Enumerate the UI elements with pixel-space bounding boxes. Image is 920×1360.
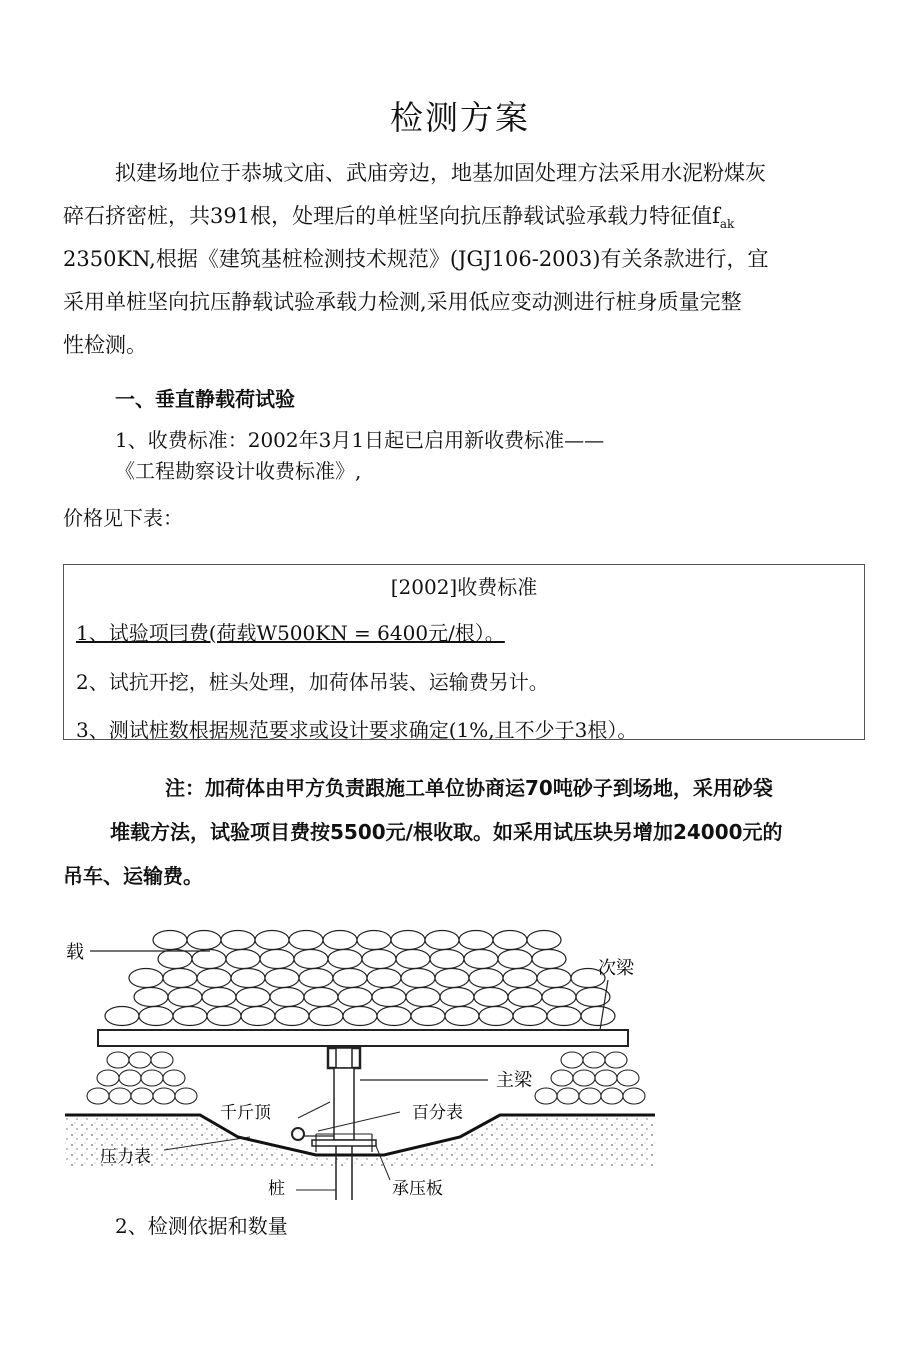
- side-sandbag: [129, 1052, 151, 1068]
- sandbag: [357, 931, 391, 950]
- sandbag: [425, 931, 459, 950]
- fee-line-2: 《工程勘察设计收费标准》,: [115, 459, 362, 483]
- sandbag: [323, 931, 357, 950]
- sandbag: [129, 969, 163, 988]
- sandbag: [445, 1007, 479, 1026]
- label-dial-gauge: 百分表: [412, 1103, 463, 1123]
- sandbag: [187, 931, 221, 950]
- sandbag: [328, 950, 362, 969]
- sandbag: [537, 969, 571, 988]
- sandbag: [581, 1007, 615, 1026]
- sandbag: [168, 988, 202, 1007]
- side-sandbag: [141, 1070, 163, 1086]
- sandbag: [440, 988, 474, 1007]
- sandbag: [173, 1007, 207, 1026]
- sandbag: [202, 988, 236, 1007]
- sandbag: [503, 969, 537, 988]
- sandbag: [153, 931, 187, 950]
- sandbag: [163, 969, 197, 988]
- sandbag: [299, 969, 333, 988]
- sandbag: [226, 950, 260, 969]
- fee-table: [63, 564, 865, 740]
- note-line-3: 吊车、运输费。: [63, 864, 203, 888]
- fee-table-title: [2002]收费标准: [390, 575, 538, 599]
- sandbag: [508, 988, 542, 1007]
- sandbag: [406, 988, 440, 1007]
- side-sandbags: [87, 1052, 645, 1104]
- section-2-heading: 2、检测依据和数量: [115, 1214, 288, 1238]
- fee-item-3: 3、测试桩数根据规范要求或设计要求确定(1%,且不少于3根）。: [76, 718, 638, 742]
- fak-subscript: ak: [719, 217, 735, 232]
- side-sandbag: [617, 1070, 639, 1086]
- sandbag: [474, 988, 508, 1007]
- page-title: 检测方案: [390, 98, 530, 137]
- label-pressure-gauge: 压力表: [100, 1147, 151, 1167]
- sandbag: [479, 1007, 513, 1026]
- sandbag: [372, 988, 406, 1007]
- sandbag: [105, 1007, 139, 1026]
- bearing-plate: [312, 1140, 376, 1146]
- sandbag: [493, 931, 527, 950]
- sandbag: [333, 969, 367, 988]
- side-sandbag: [551, 1070, 573, 1086]
- side-sandbag: [557, 1088, 579, 1104]
- side-sandbag: [109, 1088, 131, 1104]
- intro-line-2: [63, 206, 734, 230]
- side-sandbag: [573, 1070, 595, 1086]
- sandbag: [469, 969, 503, 988]
- sandbag-stack: [105, 931, 615, 1026]
- sandbag: [207, 1007, 241, 1026]
- side-sandbag: [175, 1088, 197, 1104]
- label-bearing-plate: 承压板: [392, 1179, 443, 1199]
- side-sandbag: [87, 1088, 109, 1104]
- side-sandbag: [163, 1070, 185, 1086]
- sandbag: [158, 950, 192, 969]
- sandbag: [255, 931, 289, 950]
- sandbag: [542, 988, 576, 1007]
- sandbag: [265, 969, 299, 988]
- sandbag: [343, 1007, 377, 1026]
- intro-line-3: 2350KN,根据《建筑基桩检测技术规范》(JGJ106-2003)有关条款进行，宜: [63, 247, 769, 271]
- sandbag: [547, 1007, 581, 1026]
- sandbag: [139, 1007, 173, 1026]
- sandbag: [304, 988, 338, 1007]
- side-sandbag: [107, 1052, 129, 1068]
- sandbag: [396, 950, 430, 969]
- sandbag: [362, 950, 396, 969]
- sandbag: [270, 988, 304, 1007]
- static-load-test-diagram: [60, 922, 660, 1207]
- label-secondary-beam: 次梁: [598, 958, 634, 979]
- sandbag: [367, 969, 401, 988]
- sandbag: [197, 969, 231, 988]
- sandbag: [275, 1007, 309, 1026]
- side-sandbag: [583, 1052, 605, 1068]
- sandbag: [231, 969, 265, 988]
- sandbag: [464, 950, 498, 969]
- label-jack: 千斤顶: [220, 1103, 271, 1123]
- sandbag: [192, 950, 226, 969]
- intro-line-2-text: 碎石挤密桩，共391根，处理后的单桩坚向抗压静载试验承载力特征值f: [63, 204, 720, 228]
- sandbag: [338, 988, 372, 1007]
- sandbag: [459, 931, 493, 950]
- jack: [334, 1068, 354, 1140]
- label-pile: 桩: [268, 1179, 285, 1199]
- sandbag: [294, 950, 328, 969]
- sandbag: [498, 950, 532, 969]
- sandbag: [134, 988, 168, 1007]
- sandbag: [532, 950, 566, 969]
- fee-item-1: 1、试验项冃费(荷载W500KN = 6400元/根）。: [76, 621, 505, 645]
- note-line-1: 注：加荷体由甲方负责跟施工单位协商运70吨砂子到场地，采用砂袋: [165, 776, 773, 800]
- sandbag: [513, 1007, 547, 1026]
- label-main-beam: 主梁: [496, 1070, 532, 1091]
- fee-line-1: 1、收费标准：2002年3月1日起已启用新收费标准——: [115, 428, 605, 452]
- intro-line-4: 采用单桩坚向抗压静载试验承载力检测,采用低应变动测进行桩身质量完整: [63, 290, 742, 314]
- note-line-2: 堆载方法，试验项目费按5500元/根收取。如采用试压块另增加24000元的: [110, 820, 783, 844]
- sandbag: [309, 1007, 343, 1026]
- side-sandbag: [97, 1070, 119, 1086]
- side-sandbag: [131, 1088, 153, 1104]
- sandbag: [527, 931, 561, 950]
- sandbag: [411, 1007, 445, 1026]
- side-sandbag: [601, 1088, 623, 1104]
- sandbag: [430, 950, 464, 969]
- sandbag: [221, 931, 255, 950]
- intro-line-1: 拟建场地位于恭城文庙、武庙旁边，地基加固处理方法采用水泥粉煤灰: [115, 161, 766, 185]
- side-sandbag: [579, 1088, 601, 1104]
- secondary-beam: [98, 1030, 628, 1046]
- side-sandbag: [623, 1088, 645, 1104]
- side-sandbag: [535, 1088, 557, 1104]
- sandbag: [391, 931, 425, 950]
- label-load: 载: [66, 942, 84, 963]
- sandbag: [435, 969, 469, 988]
- side-sandbag: [605, 1052, 627, 1068]
- sandbag: [377, 1007, 411, 1026]
- price-intro: 价格见下表：: [63, 506, 183, 530]
- side-sandbag: [595, 1070, 617, 1086]
- side-sandbag: [561, 1052, 583, 1068]
- fee-item-2: 2、试抗开挖，桩头处理，加荷体吊装、运输费另计。: [76, 670, 549, 694]
- intro-line-5: 性检测。: [63, 333, 147, 357]
- pressure-gauge: [292, 1128, 304, 1140]
- sandbag: [289, 931, 323, 950]
- side-sandbag: [153, 1088, 175, 1104]
- sandbag: [260, 950, 294, 969]
- sandbag: [236, 988, 270, 1007]
- side-sandbag: [119, 1070, 141, 1086]
- sandbag: [241, 1007, 275, 1026]
- side-sandbag: [151, 1052, 173, 1068]
- section-1-heading: 一、垂直静载荷试验: [115, 387, 295, 411]
- sandbag: [401, 969, 435, 988]
